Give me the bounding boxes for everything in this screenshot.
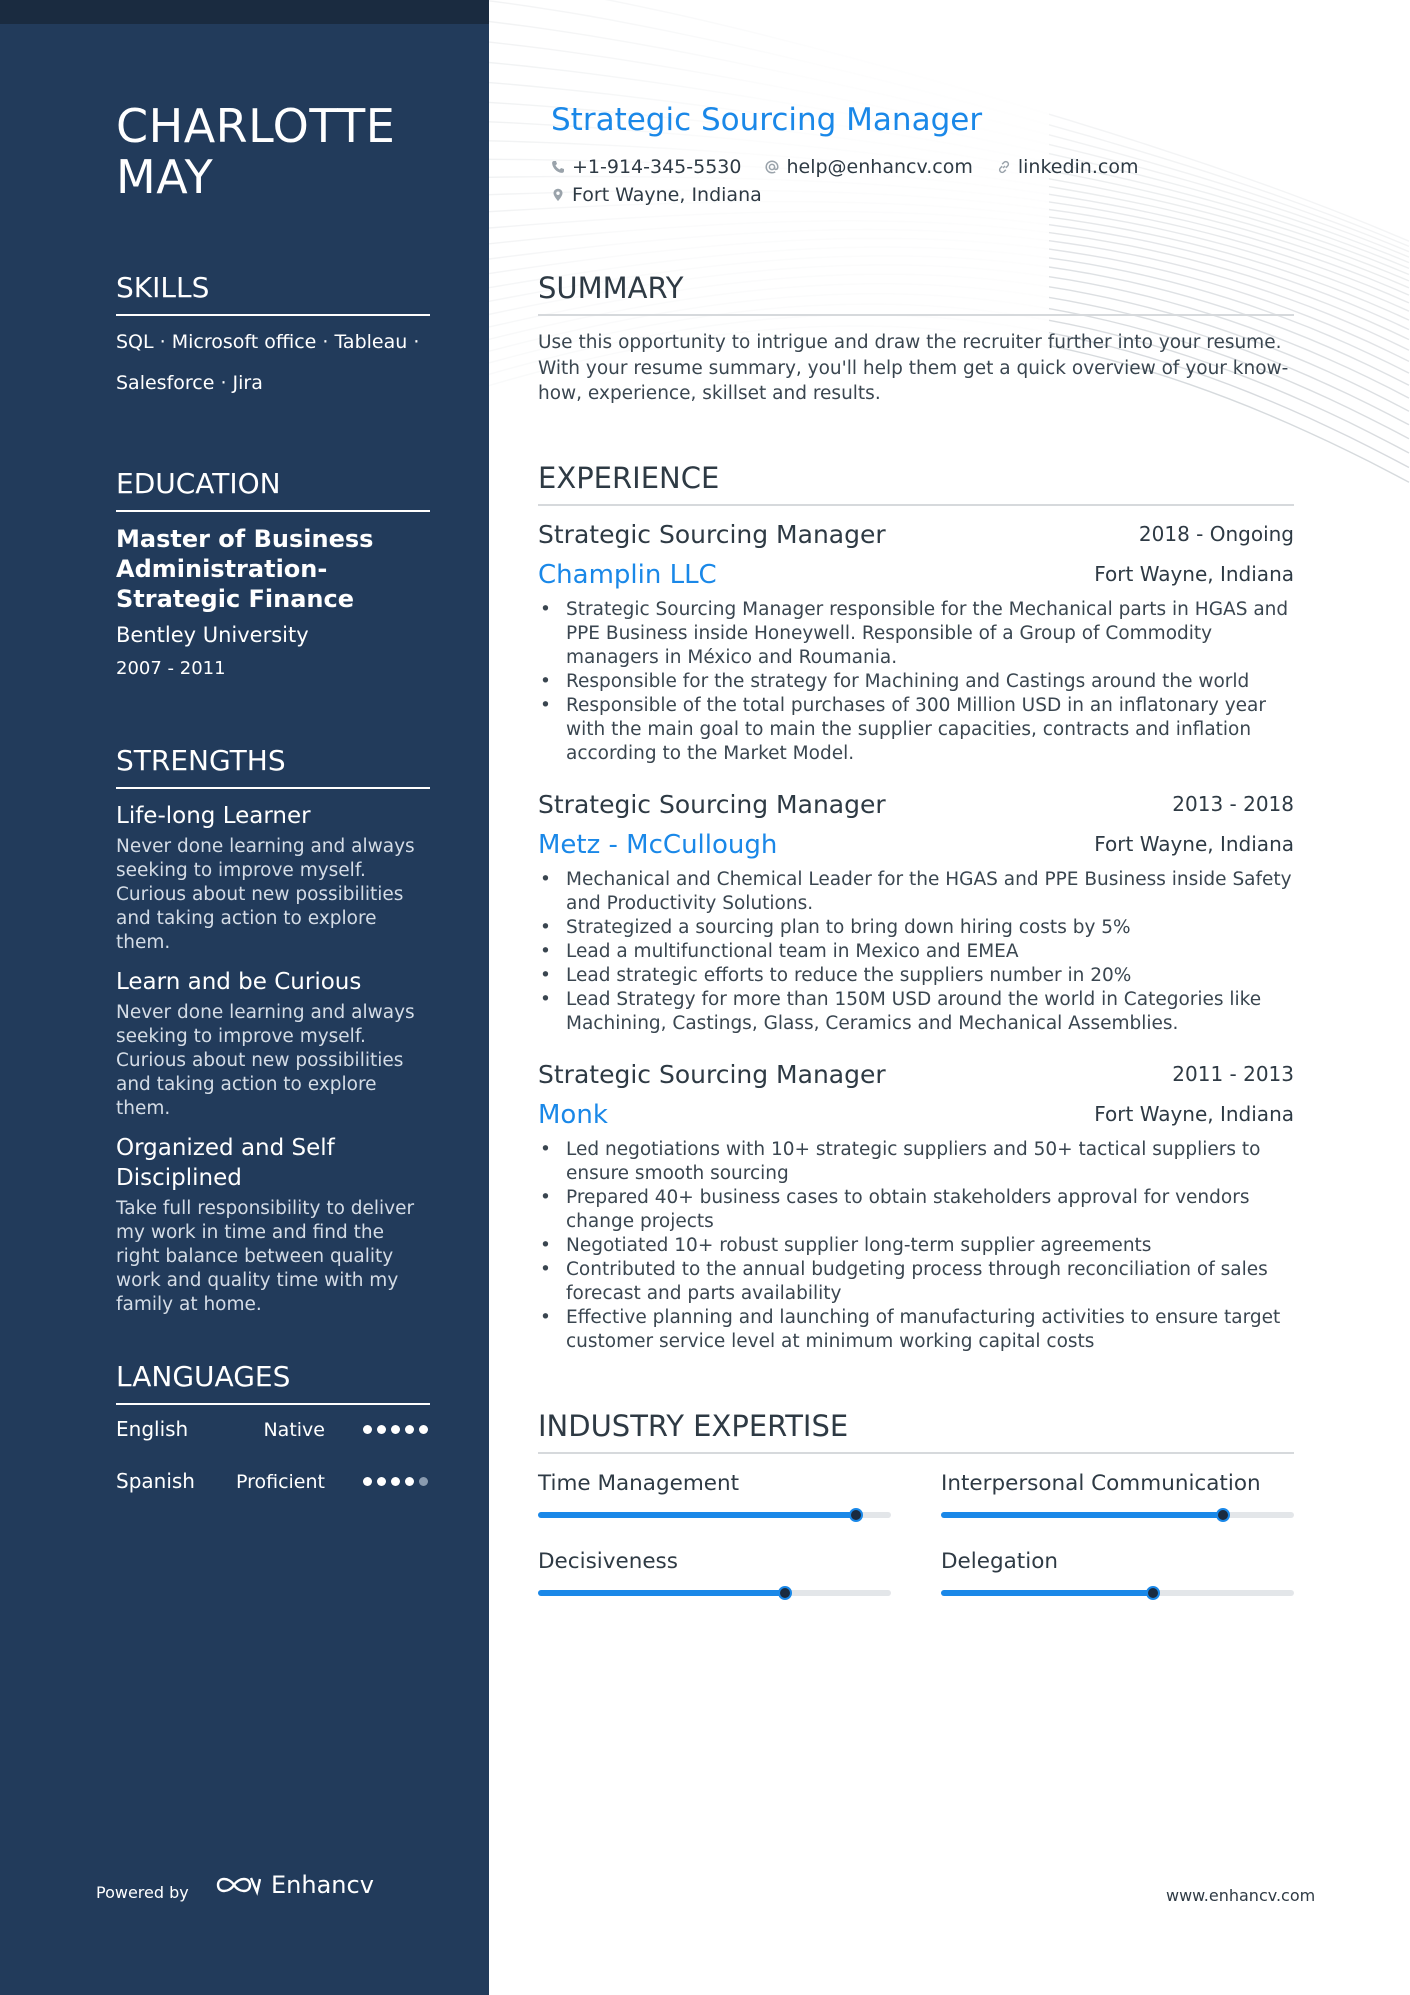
expertise-grid	[538, 1470, 1294, 1596]
experience-section	[538, 460, 1294, 1354]
job-entry	[538, 1058, 1294, 1354]
rating-dot	[419, 1425, 428, 1434]
rating-dot	[363, 1425, 372, 1434]
experience-heading: EXPERIENCE	[538, 460, 1294, 506]
education-degree: Master of Business Administration- Strategic Finance	[116, 525, 374, 613]
location-pin-icon	[551, 188, 565, 202]
job-bullet: • Prepared 40+ business cases to obtain stakeholders approval for vendors change projects	[566, 1186, 1294, 1234]
job-bullet: • Contributed to the annual budgeting process through reconciliation of sales forecast and parts availability	[566, 1258, 1294, 1306]
link-icon	[997, 160, 1011, 174]
powered-by-label: Powered by	[96, 1883, 189, 1902]
headline: Strategic Sourcing Manager	[551, 102, 983, 138]
language-level: Proficient	[235, 1471, 325, 1493]
expertise-bar-knob	[1146, 1586, 1160, 1600]
location-text: Fort Wayne, Indiana	[572, 184, 762, 206]
candidate-name	[116, 101, 456, 203]
rating-dot	[405, 1425, 414, 1434]
rating-dot	[391, 1477, 400, 1486]
job-location: Fort Wayne, Indiana	[1094, 562, 1294, 586]
skills-line: SQL · Microsoft office · Tableau ·	[116, 331, 420, 353]
languages-heading: LANGUAGES	[116, 1359, 430, 1405]
rating-dot	[363, 1477, 372, 1486]
expertise-bar-fill	[941, 1512, 1223, 1518]
language-rating	[363, 1477, 428, 1486]
expertise-label: Time Management	[538, 1471, 740, 1496]
job-bullet: • Strategic Sourcing Manager responsible for the Mechanical parts in HGAS and PPE Business inside Honeywell. Responsible of a Group of Commodity managers in México and Roumania.	[566, 598, 1294, 670]
job-bullet: • Lead a multifunctional team in Mexico and EMEA	[566, 940, 1294, 964]
summary-text: Use this opportunity to intrigue and draw the recruiter further into your resume. With your resume summary, you'll help them get a quick overview of your know-how, experience, skillset and results.	[538, 332, 1289, 404]
enhancv-logo-icon	[215, 1873, 261, 1897]
job-title: Strategic Sourcing Manager	[538, 790, 886, 819]
phone-text: +1-914-345-5530	[572, 156, 742, 178]
sidebar-top-bar	[0, 0, 489, 24]
job-company: Metz - McCullough	[538, 830, 778, 860]
expertise-item	[538, 1548, 891, 1596]
name-first: CHARLOTTE	[116, 99, 396, 153]
strength-item	[116, 1133, 430, 1317]
job-bullets	[538, 1138, 1294, 1354]
job-dates: 2018 - Ongoing	[1138, 522, 1294, 546]
rating-dot	[377, 1477, 386, 1486]
expertise-section	[538, 1408, 1294, 1596]
summary-heading: SUMMARY	[538, 270, 1294, 316]
strength-title: Life-long Learner	[116, 803, 311, 829]
expertise-bar-knob	[778, 1586, 792, 1600]
job-bullet: • Led negotiations with 10+ strategic suppliers and 50+ tactical suppliers to ensure smooth sourcing	[566, 1138, 1294, 1186]
linkedin-text: linkedin.com	[1017, 156, 1139, 178]
job-bullet: • Effective planning and launching of manufacturing activities to ensure target customer service level at minimum working capital costs	[566, 1306, 1294, 1354]
strengths-section	[116, 743, 430, 1317]
job-location: Fort Wayne, Indiana	[1094, 1102, 1294, 1126]
contact-linkedin[interactable]	[997, 156, 1139, 178]
contact-row	[551, 156, 1138, 178]
expertise-bar	[538, 1590, 891, 1596]
job-bullets	[538, 868, 1294, 1036]
expertise-item	[538, 1470, 891, 1518]
skills-section	[116, 270, 430, 404]
job-dates: 2013 - 2018	[1172, 792, 1294, 816]
strength-description: Take full responsibility to deliver my work in time and find the right balance between quality work and quality time with my family at home.	[116, 1198, 415, 1315]
job-bullet: • Mechanical and Chemical Leader for the HGAS and PPE Business inside Safety and Productivity Solutions.	[566, 868, 1294, 916]
job-company: Monk	[538, 1100, 608, 1130]
job-bullet: • Strategized a sourcing plan to bring down hiring costs by 5%	[566, 916, 1294, 940]
brand-name: Enhancv	[271, 1871, 374, 1899]
contact-location-row	[551, 184, 762, 206]
expertise-bar	[941, 1590, 1294, 1596]
job-bullet: • Lead strategic efforts to reduce the suppliers number in 20%	[566, 964, 1294, 988]
expertise-item	[941, 1470, 1294, 1518]
language-row	[116, 1405, 430, 1457]
footer-url[interactable]: www.enhancv.com	[1166, 1886, 1316, 1905]
summary-section	[538, 270, 1294, 407]
job-entry	[538, 788, 1294, 1036]
job-bullet: • Responsible of the total purchases of 300 Million USD in an inflatonary year with the main goal to main the supplier capacities, contracts and inflation according to the Market Model.	[566, 694, 1294, 766]
rating-dot	[405, 1477, 414, 1486]
at-icon	[765, 160, 779, 174]
expertise-bar	[941, 1512, 1294, 1518]
skills-list	[116, 322, 430, 404]
education-section	[116, 466, 430, 684]
job-title: Strategic Sourcing Manager	[538, 520, 886, 549]
job-location: Fort Wayne, Indiana	[1094, 832, 1294, 856]
expertise-bar-fill	[538, 1590, 785, 1596]
phone-icon	[551, 160, 565, 174]
education-dates: 2007 - 2011	[116, 658, 226, 679]
job-bullets	[538, 598, 1294, 766]
job-title: Strategic Sourcing Manager	[538, 1060, 886, 1089]
enhancv-brand[interactable]	[215, 1871, 374, 1899]
skills-heading: SKILLS	[116, 270, 430, 316]
contact-email[interactable]	[765, 156, 972, 178]
expertise-bar-knob	[849, 1508, 863, 1522]
education-school: Bentley University	[116, 623, 309, 647]
job-bullet: • Responsible for the strategy for Machining and Castings around the world	[566, 670, 1294, 694]
strength-item	[116, 967, 430, 1121]
strength-title: Organized and Self Disciplined	[116, 1135, 335, 1191]
rating-dot	[391, 1425, 400, 1434]
strengths-heading: STRENGTHS	[116, 743, 430, 789]
language-level: Native	[263, 1419, 325, 1441]
language-rating	[363, 1425, 428, 1434]
job-entry	[538, 518, 1294, 766]
expertise-label: Decisiveness	[538, 1549, 678, 1574]
expertise-label: Delegation	[941, 1549, 1058, 1574]
language-name: English	[116, 1417, 189, 1441]
strength-description: Never done learning and always seeking to improve myself. Curious about new possibilities and taking action to explore them.	[116, 836, 415, 953]
job-dates: 2011 - 2013	[1172, 1062, 1294, 1086]
expertise-bar-fill	[941, 1590, 1153, 1596]
expertise-item	[941, 1548, 1294, 1596]
job-company: Champlin LLC	[538, 560, 717, 590]
language-name: Spanish	[116, 1469, 195, 1493]
language-row	[116, 1457, 430, 1509]
strength-description: Never done learning and always seeking to improve myself. Curious about new possibilities and taking action to explore them.	[116, 1002, 415, 1119]
rating-dot	[419, 1477, 428, 1486]
languages-section	[116, 1359, 430, 1509]
expertise-heading: INDUSTRY EXPERTISE	[538, 1408, 1294, 1454]
rating-dot	[377, 1425, 386, 1434]
email-text: help@enhancv.com	[786, 156, 973, 178]
job-bullet: • Lead Strategy for more than 150M USD around the world in Categories like Machining, Castings, Glass, Ceramics and Mechanical Assemblies.	[566, 988, 1294, 1036]
skills-line: Salesforce · Jira	[116, 372, 263, 394]
strength-title: Learn and be Curious	[116, 969, 362, 995]
contact-location	[551, 184, 762, 206]
education-heading: EDUCATION	[116, 466, 430, 512]
contact-phone[interactable]	[551, 156, 741, 178]
job-bullet: • Negotiated 10+ robust supplier long-term supplier agreements	[566, 1234, 1294, 1258]
expertise-bar-knob	[1216, 1508, 1230, 1522]
expertise-bar	[538, 1512, 891, 1518]
name-last: MAY	[116, 150, 214, 204]
expertise-bar-fill	[538, 1512, 856, 1518]
strength-item	[116, 801, 430, 955]
expertise-label: Interpersonal Communication	[941, 1471, 1261, 1496]
